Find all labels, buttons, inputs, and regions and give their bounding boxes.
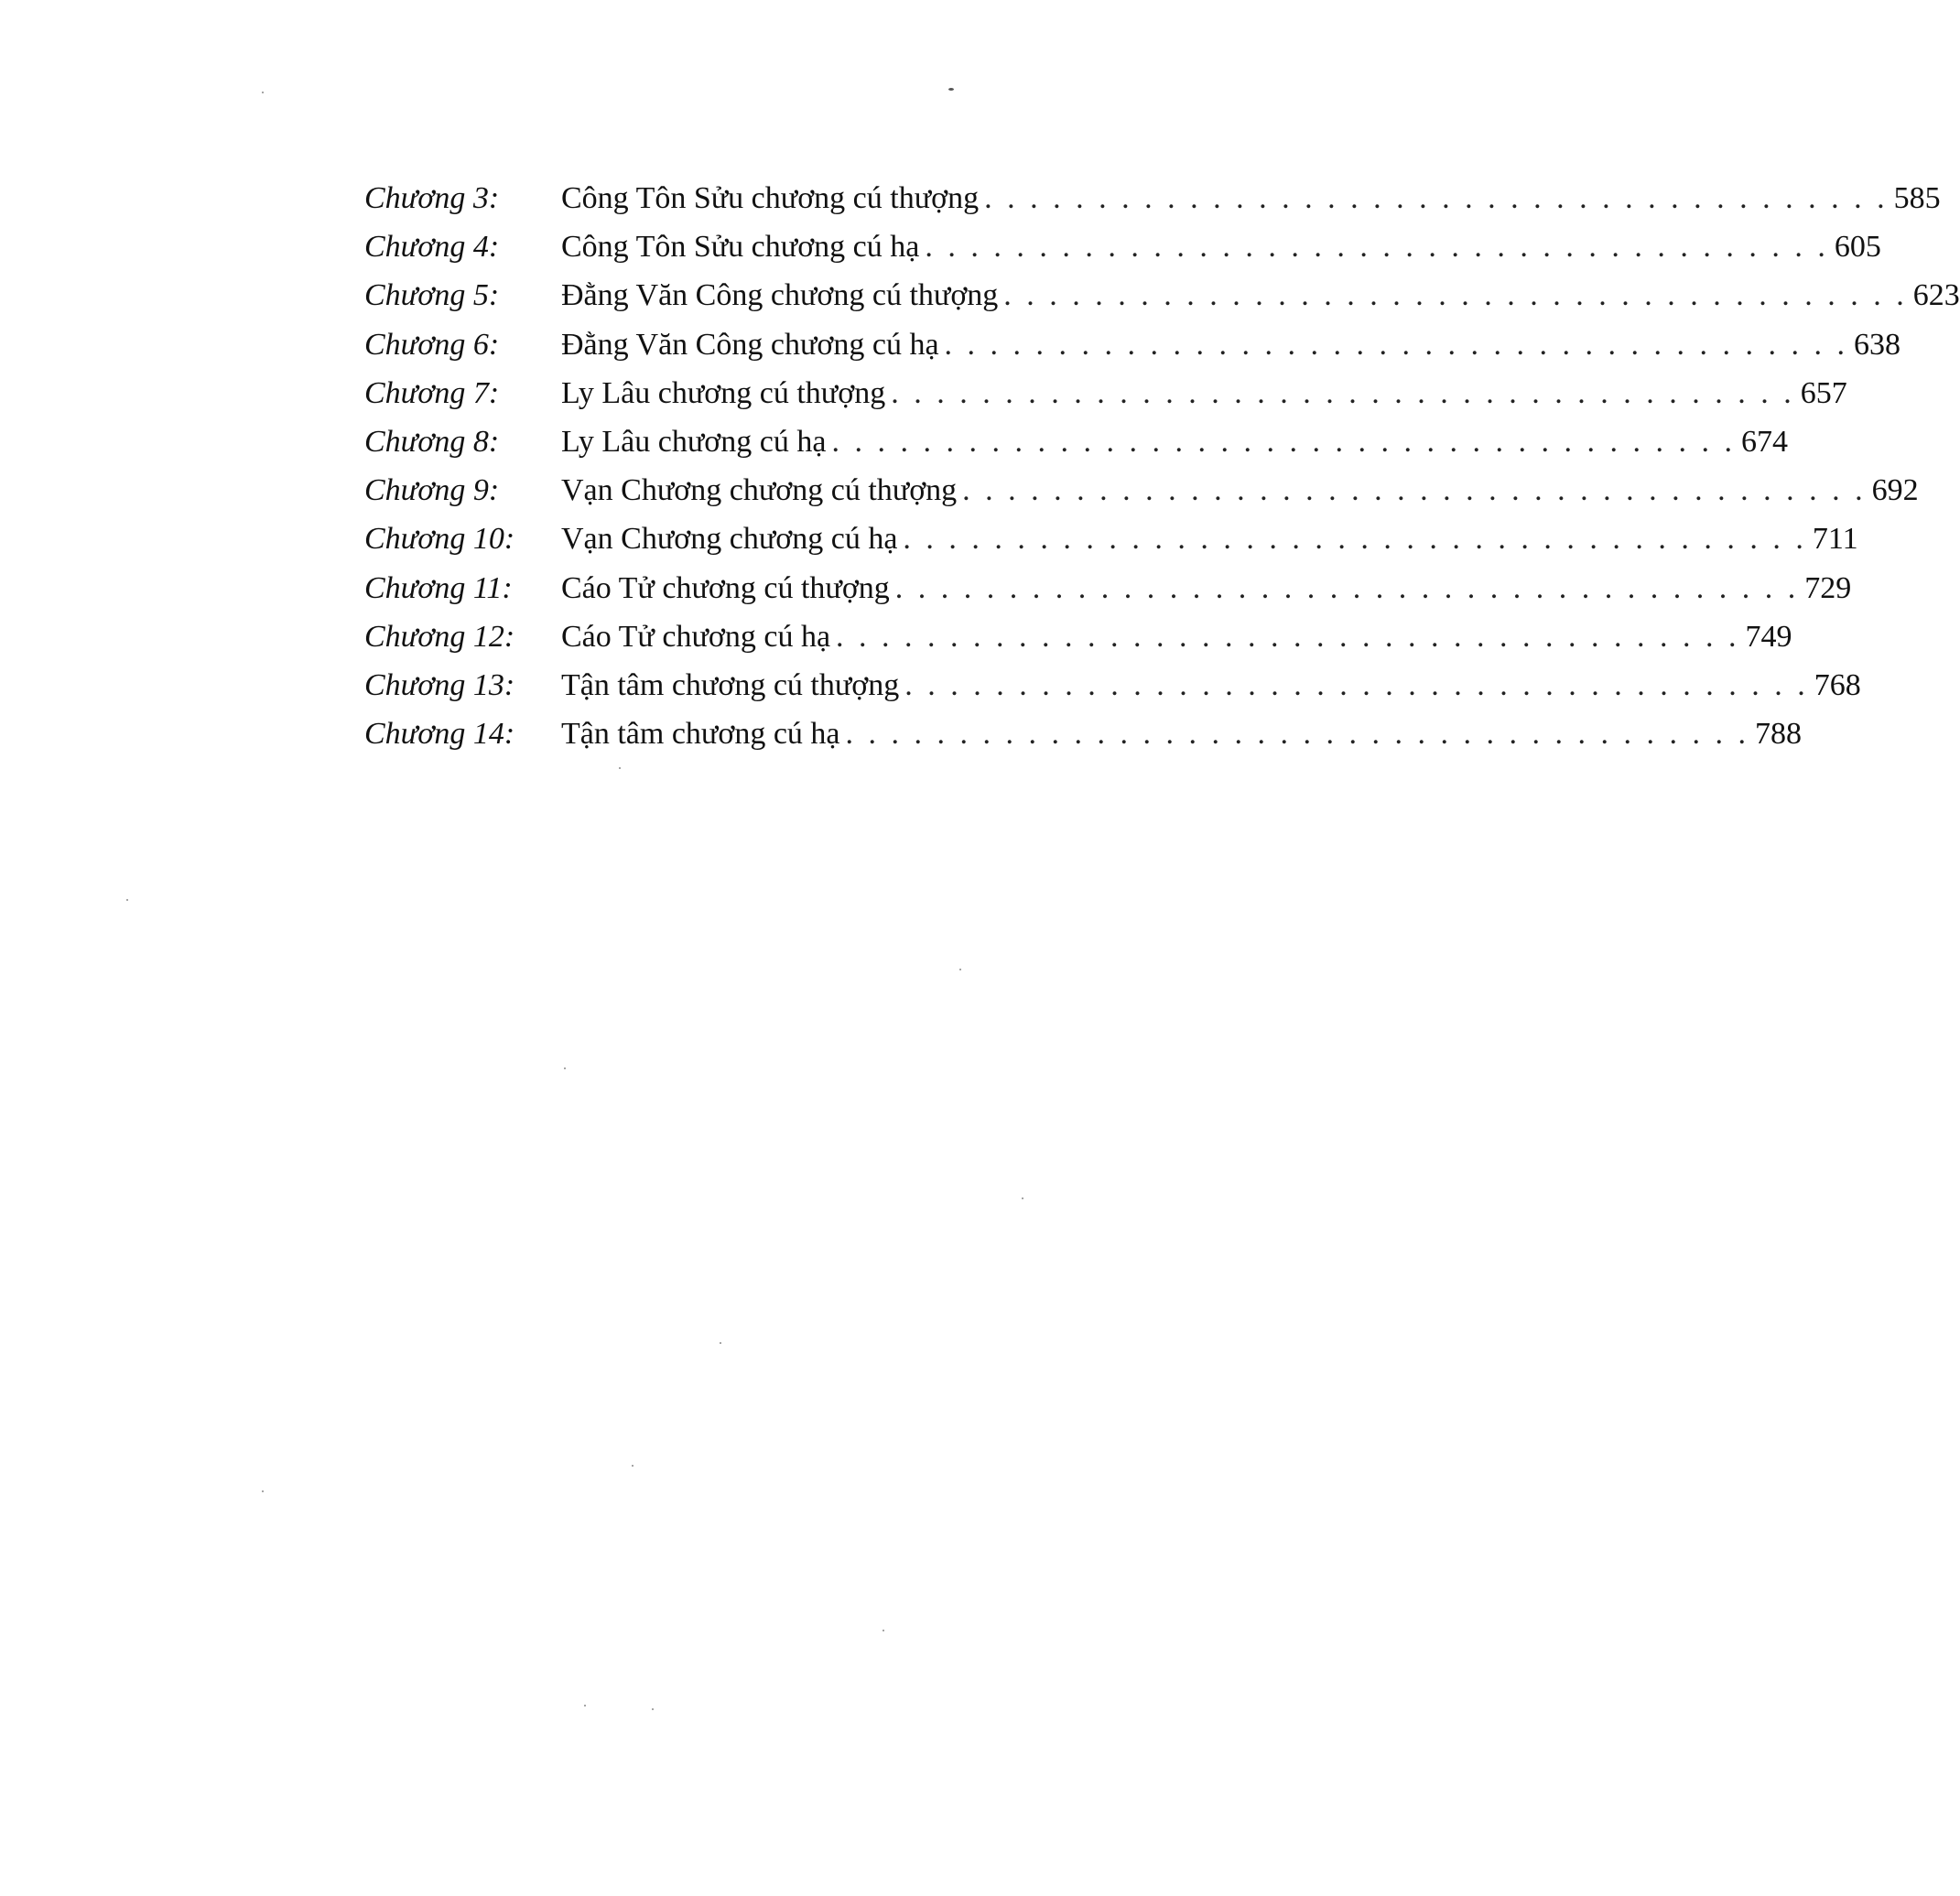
- toc-entry[interactable]: [364, 271, 1960, 320]
- chapter-label: Chương 10:: [364, 522, 515, 557]
- chapter-label: Chương 12:: [364, 619, 515, 654]
- scan-speck: [720, 1342, 721, 1344]
- chapter-title: Đằng Văn Công chương cú hạ: [561, 327, 939, 362]
- page-number: 605: [1834, 230, 1881, 265]
- scan-speck: [632, 1465, 633, 1467]
- dot-leader: . . . . . . . . . . . . . . . . . . . . . . . . . . . . . . . . . . . . . . . .: [904, 667, 1809, 702]
- toc-entry[interactable]: [364, 222, 1881, 271]
- page-number: 623: [1912, 278, 1960, 313]
- scan-speck: [1022, 1197, 1023, 1199]
- chapter-label: Chương 11:: [364, 570, 513, 605]
- chapter-title: Công Tôn Sửu chương cú hạ: [561, 230, 920, 265]
- page-number: 788: [1755, 717, 1803, 752]
- page-number: 585: [1893, 181, 1941, 215]
- table-of-contents: [364, 174, 1960, 758]
- toc-entry[interactable]: [364, 564, 1852, 612]
- dot-leader: . . . . . . . . . . . . . . . . . . . . . . . . . . . . . . . . . . . . . . . .: [836, 619, 1740, 654]
- scan-speck: [262, 1490, 264, 1492]
- page-number: 711: [1812, 522, 1858, 557]
- toc-entry[interactable]: [364, 174, 1941, 222]
- toc-entry[interactable]: [364, 515, 1858, 563]
- page-number: 729: [1804, 570, 1852, 605]
- page-number: 749: [1745, 619, 1792, 654]
- toc-entry[interactable]: [364, 612, 1792, 661]
- dot-leader: . . . . . . . . . . . . . . . . . . . . . . . . . . . . . . . . . . . . . . . .: [984, 181, 1889, 215]
- dot-leader: . . . . . . . . . . . . . . . . . . . . . . . . . . . . . . . . . . . . . . . .: [891, 375, 1795, 410]
- scan-speck: [652, 1708, 654, 1710]
- chapter-label: Chương 7:: [364, 375, 500, 410]
- toc-entry[interactable]: [364, 661, 1861, 710]
- chapter-title: Tận tâm chương cú hạ: [561, 717, 840, 752]
- chapter-title: Đằng Văn Công chương cú thượng: [561, 278, 999, 313]
- chapter-label: Chương 9:: [364, 473, 500, 508]
- page-number: 638: [1854, 327, 1901, 362]
- page-number: 692: [1871, 473, 1919, 508]
- toc-entry[interactable]: [364, 710, 1803, 758]
- scan-speck: [619, 767, 621, 769]
- dot-leader: . . . . . . . . . . . . . . . . . . . . . . . . . . . . . . . . . . . . . . . .: [925, 230, 1829, 265]
- toc-entry[interactable]: [364, 369, 1847, 417]
- dot-leader: . . . . . . . . . . . . . . . . . . . . . . . . . . . . . . . . . . . . . . . .: [831, 424, 1736, 459]
- page-number: 657: [1800, 375, 1847, 410]
- chapter-label: Chương 6:: [364, 327, 500, 362]
- dot-leader: . . . . . . . . . . . . . . . . . . . . . . . . . . . . . . . . . . . . . . . .: [944, 327, 1849, 362]
- page-number: 768: [1814, 667, 1861, 702]
- scan-speck: [126, 899, 128, 901]
- toc-entry[interactable]: [364, 417, 1788, 466]
- dot-leader: . . . . . . . . . . . . . . . . . . . . . . . . . . . . . . . . . . . . . . . .: [1003, 278, 1908, 313]
- chapter-label: Chương 8:: [364, 424, 500, 459]
- chapter-title: Cáo Tử chương cú hạ: [561, 619, 831, 654]
- chapter-title: Ly Lâu chương cú hạ: [561, 424, 827, 459]
- scan-speck: [959, 969, 961, 970]
- scan-speck: [584, 1705, 586, 1706]
- chapter-title: Cáo Tử chương cú thượng: [561, 570, 890, 605]
- scan-speck: [948, 88, 954, 91]
- chapter-title: Ly Lâu chương cú thượng: [561, 375, 886, 410]
- toc-entry[interactable]: [364, 320, 1901, 369]
- toc-entry[interactable]: [364, 466, 1919, 515]
- dot-leader: . . . . . . . . . . . . . . . . . . . . . . . . . . . . . . . . . . . . . . . .: [962, 473, 1867, 508]
- chapter-title: Công Tôn Sửu chương cú thượng: [561, 181, 980, 215]
- scan-speck: [883, 1630, 884, 1631]
- scan-speck: [262, 92, 264, 93]
- chapter-label: Chương 5:: [364, 278, 500, 313]
- chapter-label: Chương 13:: [364, 667, 515, 702]
- dot-leader: . . . . . . . . . . . . . . . . . . . . . . . . . . . . . . . . . . . . . . . .: [894, 570, 1800, 605]
- chapter-title: Vạn Chương chương cú hạ: [561, 522, 898, 557]
- page-number: 674: [1740, 424, 1788, 459]
- chapter-label: Chương 14:: [364, 717, 515, 752]
- chapter-title: Vạn Chương chương cú thượng: [561, 473, 958, 508]
- chapter-title: Tận tâm chương cú thượng: [561, 667, 900, 702]
- chapter-label: Chương 4:: [364, 230, 500, 265]
- chapter-label: Chương 3:: [364, 181, 500, 215]
- scan-speck: [564, 1067, 566, 1069]
- dot-leader: . . . . . . . . . . . . . . . . . . . . . . . . . . . . . . . . . . . . . . . .: [845, 717, 1750, 752]
- dot-leader: . . . . . . . . . . . . . . . . . . . . . . . . . . . . . . . . . . . . . . . .: [903, 522, 1807, 557]
